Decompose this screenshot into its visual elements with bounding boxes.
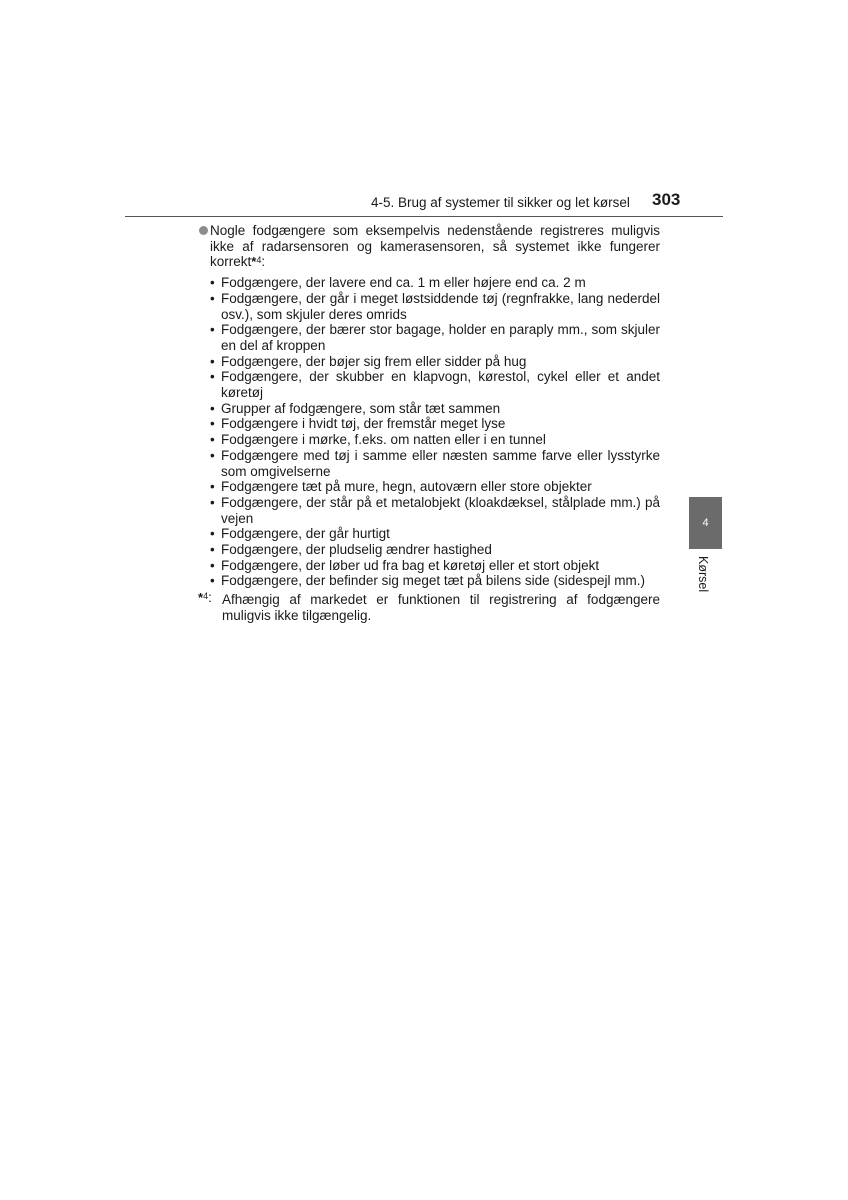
list-item — [210, 526, 660, 542]
list-item — [210, 573, 660, 589]
list-item — [210, 558, 660, 574]
list-item-text: Fodgængere, der skubber en klapvogn, kørestol, cykel eller et andet køretøj — [221, 369, 660, 401]
list-item — [210, 479, 660, 495]
intro-footnote-star: * — [251, 254, 257, 270]
intro-text: Nogle fodgængere som eksempelvis nedenstående registreres muligvis ikke af radarsensoren og kamerasensoren, så systemet ikke fungerer korrekt — [210, 223, 660, 270]
list-item — [210, 322, 660, 353]
bullet-icon: • — [210, 416, 215, 432]
list-item — [210, 432, 660, 448]
intro-colon: : — [261, 254, 266, 270]
footnote-text: Afhængig af markedet er funktionen til registrering af fodgængere muligvis ikke tilgængelig. — [222, 592, 660, 623]
footnote-ref: 4 — [203, 591, 209, 602]
bullet-icon: • — [210, 432, 215, 448]
intro-paragraph — [198, 223, 660, 270]
footnote-star: * — [198, 590, 204, 606]
list-item-text: Fodgængere, der går hurtigt — [221, 526, 390, 542]
list-item — [210, 448, 660, 479]
list-item — [210, 354, 660, 370]
list-item-text: Fodgængere, der lavere end ca. 1 m eller højere end ca. 2 m — [221, 275, 586, 291]
bullet-icon: • — [210, 400, 215, 416]
list-item-text: Fodgængere, der pludselig ændrer hastighed — [221, 542, 492, 558]
bullet-icon: • — [210, 369, 215, 385]
chapter-tab-number: 4 — [702, 517, 709, 529]
header-divider — [125, 216, 723, 217]
bullet-icon: • — [210, 479, 215, 495]
list-item — [210, 542, 660, 558]
list-item — [210, 495, 660, 526]
footnote-colon: : — [208, 590, 212, 606]
footnote — [198, 592, 660, 623]
bullet-circle-icon — [199, 226, 208, 235]
bullet-icon: • — [210, 557, 215, 573]
bullet-icon: • — [210, 494, 215, 510]
bullet-icon: • — [210, 573, 215, 589]
bullet-icon: • — [210, 290, 215, 306]
list-item-text: Fodgængere tæt på mure, hegn, autoværn eller store objekter — [221, 479, 592, 495]
list-item — [210, 275, 660, 291]
list-item-text: Fodgængere, der går i meget løstsiddende tøj (regnfrakke, lang nederdel osv.), som skjuler deres omrids — [221, 290, 660, 322]
list-item-text: Grupper af fodgængere, som står tæt sammen — [221, 400, 501, 416]
list-item-text: Fodgængere, der bøjer sig frem eller sidder på hug — [221, 353, 527, 369]
list-item-text: Fodgængere, der løber ud fra bag et køretøj eller et stort objekt — [221, 557, 600, 573]
list-item — [210, 291, 660, 322]
bullet-icon: • — [210, 542, 215, 558]
bullet-icon: • — [210, 447, 215, 463]
list-item — [210, 369, 660, 400]
condition-list — [198, 275, 660, 589]
list-item — [210, 401, 660, 417]
list-item-text: Fodgængere, der står på et metalobjekt (kloakdæksel, stålplade mm.) på vejen — [221, 494, 660, 526]
bullet-icon: • — [210, 322, 215, 338]
footnote-marker — [198, 590, 212, 606]
chapter-tab — [689, 497, 722, 549]
list-item — [210, 416, 660, 432]
list-item-text: Fodgængere, der befinder sig meget tæt på bilens side (sidespejl mm.) — [221, 573, 645, 589]
bullet-icon: • — [210, 353, 215, 369]
list-item-text: Fodgængere i hvidt tøj, der fremstår meget lyse — [221, 416, 506, 432]
main-content — [198, 223, 660, 624]
list-item-text: Fodgængere med tøj i samme eller næsten samme farve eller lysstyrke som omgivelserne — [221, 447, 660, 479]
intro-footnote-ref: 4 — [256, 255, 262, 266]
chapter-tab-title: Kørsel — [696, 556, 710, 593]
bullet-icon: • — [210, 275, 215, 291]
list-item-text: Fodgængere i mørke, f.eks. om natten eller i en tunnel — [221, 432, 546, 448]
header-section-title: 4-5. Brug af systemer til sikker og let kørsel — [371, 195, 630, 210]
bullet-icon: • — [210, 526, 215, 542]
page-number: 303 — [652, 190, 681, 209]
list-item-text: Fodgængere, der bærer stor bagage, holder en paraply mm., som skjuler en del af kroppen — [221, 322, 660, 353]
